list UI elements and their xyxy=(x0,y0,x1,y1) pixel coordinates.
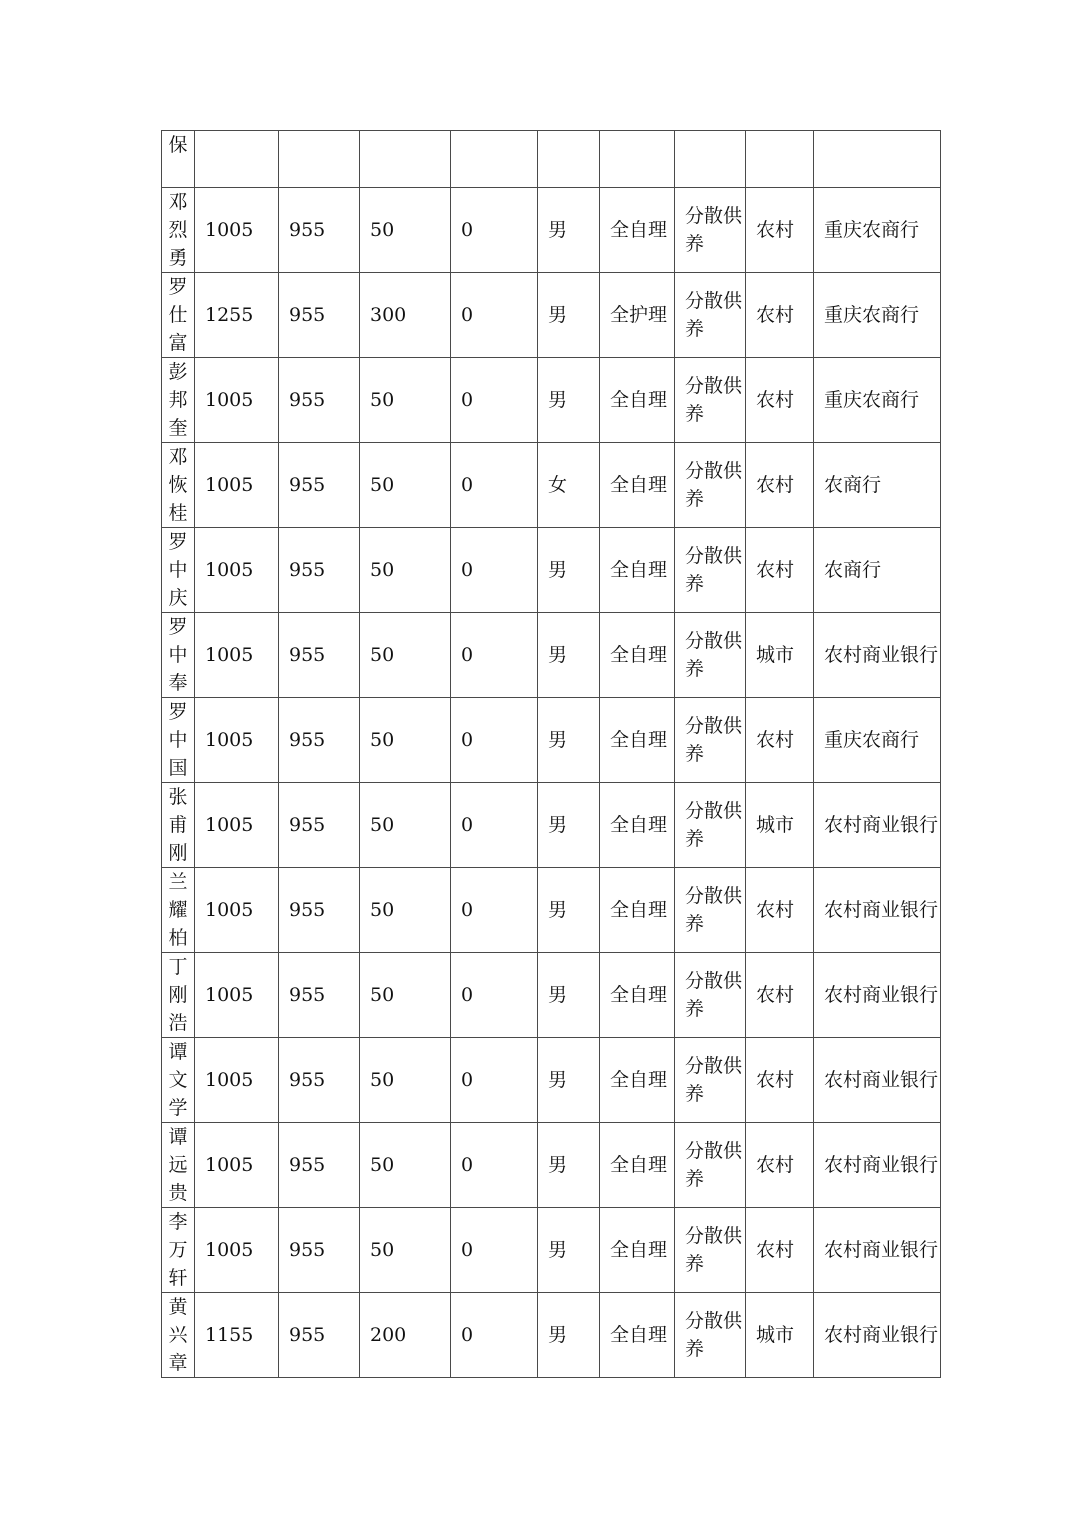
extra-cell: 50 xyxy=(360,528,451,613)
name-cell xyxy=(162,131,195,188)
base-cell: 955 xyxy=(279,1123,360,1208)
gender-cell: 男 xyxy=(538,868,600,953)
bank-cell: 农村商业银行 xyxy=(814,868,941,953)
name-text: 邓 烈 勇 xyxy=(168,191,188,269)
name-cell xyxy=(162,1208,195,1293)
area-cell: 农村 xyxy=(746,443,814,528)
name-cell xyxy=(162,868,195,953)
other-cell: 0 xyxy=(451,698,538,783)
name-text: 罗 中 国 xyxy=(168,701,188,779)
bank-cell: 农商行 xyxy=(814,528,941,613)
care-cell: 全自理 xyxy=(600,613,675,698)
extra-cell: 50 xyxy=(360,698,451,783)
extra-cell: 50 xyxy=(360,953,451,1038)
gender-cell: 男 xyxy=(538,698,600,783)
care-cell: 全自理 xyxy=(600,528,675,613)
total-cell: 1005 xyxy=(195,868,279,953)
gender-cell: 男 xyxy=(538,1123,600,1208)
table-row xyxy=(162,443,941,528)
base-cell: 955 xyxy=(279,1038,360,1123)
empty-cell xyxy=(675,131,746,188)
extra-cell: 50 xyxy=(360,1208,451,1293)
care-cell: 全自理 xyxy=(600,188,675,273)
extra-cell: 50 xyxy=(360,443,451,528)
table-row xyxy=(162,613,941,698)
other-cell: 0 xyxy=(451,1208,538,1293)
area-cell: 农村 xyxy=(746,188,814,273)
care-cell: 全自理 xyxy=(600,953,675,1038)
table-row xyxy=(162,953,941,1038)
extra-cell: 300 xyxy=(360,273,451,358)
name-cell xyxy=(162,273,195,358)
bank-cell: 农村商业银行 xyxy=(814,1208,941,1293)
base-cell: 955 xyxy=(279,953,360,1038)
support-cell: 分散供养 xyxy=(675,868,746,953)
support-cell: 分散供养 xyxy=(675,358,746,443)
bank-cell: 农村商业银行 xyxy=(814,783,941,868)
area-cell: 农村 xyxy=(746,273,814,358)
bank-cell: 农村商业银行 xyxy=(814,1038,941,1123)
table-row-continued xyxy=(162,131,941,188)
total-cell: 1005 xyxy=(195,1208,279,1293)
table-row xyxy=(162,698,941,783)
name-cell xyxy=(162,613,195,698)
bank-cell: 农村商业银行 xyxy=(814,1293,941,1378)
support-cell: 分散供养 xyxy=(675,953,746,1038)
other-cell: 0 xyxy=(451,613,538,698)
name-text: 张 甫 刚 xyxy=(168,786,188,864)
care-cell: 全自理 xyxy=(600,1123,675,1208)
name-text: 邓 恢 桂 xyxy=(168,446,188,524)
name-text: 丁 刚 浩 xyxy=(168,956,188,1034)
gender-cell: 男 xyxy=(538,613,600,698)
total-cell: 1005 xyxy=(195,783,279,868)
name-text: 罗 中 庆 xyxy=(168,531,188,609)
bank-cell: 农村商业银行 xyxy=(814,1123,941,1208)
gender-cell: 女 xyxy=(538,443,600,528)
area-cell: 农村 xyxy=(746,698,814,783)
other-cell: 0 xyxy=(451,273,538,358)
total-cell: 1255 xyxy=(195,273,279,358)
other-cell: 0 xyxy=(451,528,538,613)
empty-cell xyxy=(814,131,941,188)
care-cell: 全自理 xyxy=(600,868,675,953)
area-cell: 农村 xyxy=(746,1123,814,1208)
gender-cell: 男 xyxy=(538,783,600,868)
base-cell: 955 xyxy=(279,1208,360,1293)
base-cell: 955 xyxy=(279,613,360,698)
base-cell: 955 xyxy=(279,528,360,613)
extra-cell: 50 xyxy=(360,358,451,443)
base-cell: 955 xyxy=(279,358,360,443)
area-cell: 城市 xyxy=(746,1293,814,1378)
total-cell: 1005 xyxy=(195,188,279,273)
total-cell: 1005 xyxy=(195,953,279,1038)
area-cell: 农村 xyxy=(746,868,814,953)
extra-cell: 50 xyxy=(360,783,451,868)
other-cell: 0 xyxy=(451,868,538,953)
care-cell: 全自理 xyxy=(600,443,675,528)
table-row xyxy=(162,188,941,273)
gender-cell: 男 xyxy=(538,1293,600,1378)
area-cell: 农村 xyxy=(746,358,814,443)
gender-cell: 男 xyxy=(538,1038,600,1123)
empty-cell xyxy=(451,131,538,188)
area-cell: 城市 xyxy=(746,613,814,698)
support-cell: 分散供养 xyxy=(675,783,746,868)
extra-cell: 50 xyxy=(360,868,451,953)
empty-cell xyxy=(746,131,814,188)
area-cell: 农村 xyxy=(746,953,814,1038)
total-cell: 1155 xyxy=(195,1293,279,1378)
support-cell: 分散供养 xyxy=(675,188,746,273)
empty-cell xyxy=(600,131,675,188)
name-cell xyxy=(162,1038,195,1123)
care-cell: 全自理 xyxy=(600,1038,675,1123)
total-cell: 1005 xyxy=(195,1123,279,1208)
extra-cell: 50 xyxy=(360,1123,451,1208)
name-text: 彭 邦 奎 xyxy=(168,361,188,439)
name-cell xyxy=(162,953,195,1038)
support-cell: 分散供养 xyxy=(675,528,746,613)
empty-cell xyxy=(360,131,451,188)
base-cell: 955 xyxy=(279,698,360,783)
care-cell: 全自理 xyxy=(600,1293,675,1378)
gender-cell: 男 xyxy=(538,953,600,1038)
other-cell: 0 xyxy=(451,783,538,868)
gender-cell: 男 xyxy=(538,358,600,443)
name-text: 黄 兴 章 xyxy=(168,1296,188,1374)
bank-cell: 重庆农商行 xyxy=(814,188,941,273)
total-cell: 1005 xyxy=(195,528,279,613)
bank-cell: 农村商业银行 xyxy=(814,613,941,698)
bank-cell: 重庆农商行 xyxy=(814,698,941,783)
table-row xyxy=(162,1293,941,1378)
bank-cell: 重庆农商行 xyxy=(814,273,941,358)
base-cell: 955 xyxy=(279,273,360,358)
table-row xyxy=(162,528,941,613)
name-cell xyxy=(162,443,195,528)
table-row xyxy=(162,1038,941,1123)
base-cell: 955 xyxy=(279,783,360,868)
gender-cell: 男 xyxy=(538,528,600,613)
table-row xyxy=(162,783,941,868)
other-cell: 0 xyxy=(451,1038,538,1123)
care-cell: 全自理 xyxy=(600,1208,675,1293)
other-cell: 0 xyxy=(451,188,538,273)
name-cell xyxy=(162,188,195,273)
support-cell: 分散供养 xyxy=(675,443,746,528)
name-text: 谭 远 贵 xyxy=(168,1126,188,1204)
gender-cell: 男 xyxy=(538,188,600,273)
support-cell: 分散供养 xyxy=(675,1038,746,1123)
base-cell: 955 xyxy=(279,443,360,528)
name-cell xyxy=(162,1293,195,1378)
name-cell xyxy=(162,358,195,443)
total-cell: 1005 xyxy=(195,358,279,443)
name-text: 李 万 轩 xyxy=(168,1211,188,1289)
bank-cell: 农商行 xyxy=(814,443,941,528)
name-text: 谭 文 学 xyxy=(168,1041,188,1119)
name-cell xyxy=(162,783,195,868)
base-cell: 955 xyxy=(279,868,360,953)
area-cell: 农村 xyxy=(746,528,814,613)
name-cell xyxy=(162,698,195,783)
support-cell: 分散供养 xyxy=(675,273,746,358)
name-cell xyxy=(162,1123,195,1208)
data-table xyxy=(161,130,941,1378)
support-cell: 分散供养 xyxy=(675,1293,746,1378)
other-cell: 0 xyxy=(451,1123,538,1208)
care-cell: 全自理 xyxy=(600,358,675,443)
empty-cell xyxy=(538,131,600,188)
total-cell: 1005 xyxy=(195,613,279,698)
other-cell: 0 xyxy=(451,953,538,1038)
table-body xyxy=(162,131,941,1378)
support-cell: 分散供养 xyxy=(675,698,746,783)
bank-cell: 农村商业银行 xyxy=(814,953,941,1038)
care-cell: 全自理 xyxy=(600,698,675,783)
name-text: 兰 耀 柏 xyxy=(168,871,188,949)
extra-cell: 200 xyxy=(360,1293,451,1378)
name-text: 保 xyxy=(168,134,188,156)
extra-cell: 50 xyxy=(360,613,451,698)
care-cell: 全护理 xyxy=(600,273,675,358)
extra-cell: 50 xyxy=(360,188,451,273)
other-cell: 0 xyxy=(451,443,538,528)
empty-cell xyxy=(279,131,360,188)
support-cell: 分散供养 xyxy=(675,1123,746,1208)
base-cell: 955 xyxy=(279,188,360,273)
table-row xyxy=(162,1123,941,1208)
name-text: 罗 仕 富 xyxy=(168,276,188,354)
total-cell: 1005 xyxy=(195,443,279,528)
area-cell: 农村 xyxy=(746,1038,814,1123)
name-text: 罗 中 奉 xyxy=(168,616,188,694)
empty-cell xyxy=(195,131,279,188)
total-cell: 1005 xyxy=(195,1038,279,1123)
bank-cell: 重庆农商行 xyxy=(814,358,941,443)
support-cell: 分散供养 xyxy=(675,613,746,698)
area-cell: 农村 xyxy=(746,1208,814,1293)
area-cell: 城市 xyxy=(746,783,814,868)
other-cell: 0 xyxy=(451,358,538,443)
table-row xyxy=(162,1208,941,1293)
name-cell xyxy=(162,528,195,613)
base-cell: 955 xyxy=(279,1293,360,1378)
table-row xyxy=(162,358,941,443)
table-row xyxy=(162,273,941,358)
other-cell: 0 xyxy=(451,1293,538,1378)
total-cell: 1005 xyxy=(195,698,279,783)
care-cell: 全自理 xyxy=(600,783,675,868)
table-row xyxy=(162,868,941,953)
gender-cell: 男 xyxy=(538,1208,600,1293)
extra-cell: 50 xyxy=(360,1038,451,1123)
gender-cell: 男 xyxy=(538,273,600,358)
support-cell: 分散供养 xyxy=(675,1208,746,1293)
